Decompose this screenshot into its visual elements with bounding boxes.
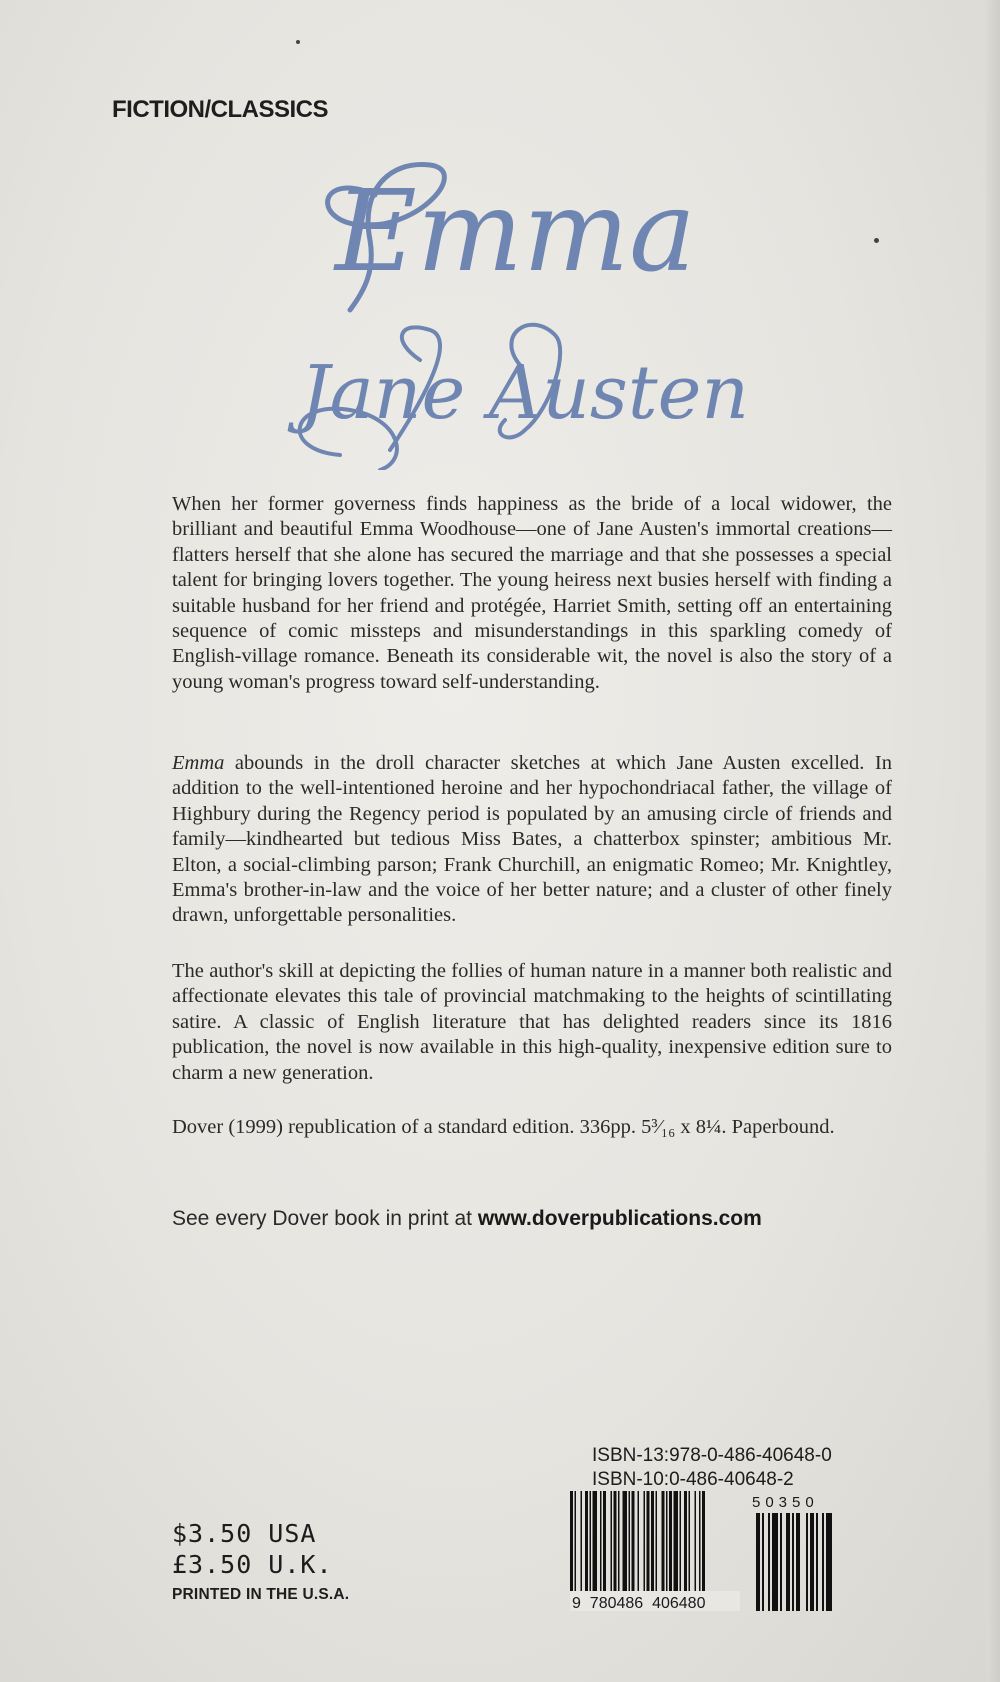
barcode-digits: 9 780486 406480	[572, 1595, 706, 1611]
barcode-bar	[647, 1491, 650, 1603]
barcode-addon-bars	[756, 1513, 832, 1611]
barcode-bar	[611, 1491, 613, 1603]
price-uk: £3.50 U.K.	[172, 1550, 333, 1579]
barcode-bar	[623, 1491, 628, 1603]
barcode-addon-bar	[786, 1513, 790, 1611]
barcode-addon-bar	[772, 1513, 778, 1611]
category-label: FICTION/CLASSICS	[112, 96, 329, 123]
barcode-bar	[570, 1491, 573, 1603]
barcode-addon-bar	[768, 1513, 770, 1611]
isbn-block	[592, 1444, 832, 1492]
description-paragraph-3: The author's skill at depicting the follies of human nature in a manner both realistic and affectionate elevates this tale of provincial matchmaking to the heights of scintillating satire. A classic of English literature that has delighted readers since its 1816 publication, the novel is now available in this high-quality, inexpensive edition sure to charm a new generation.	[172, 960, 892, 1084]
barcode-bar	[680, 1491, 682, 1603]
website-url: www.doverpublications.com	[477, 1207, 762, 1230]
barcode-bar	[603, 1491, 606, 1603]
barcode-bar	[590, 1491, 592, 1603]
italic-title: Emma	[172, 752, 225, 774]
barcode	[570, 1491, 892, 1611]
barcode-addon-bar	[762, 1513, 764, 1611]
barcode-main-bars	[570, 1491, 705, 1603]
edition-note: Dover (1999) republication of a standard edition. 336pp. 5³⁄₁₆ x 8¼. Paperbound.	[172, 1116, 835, 1138]
barcode-bar	[632, 1491, 635, 1603]
barcode-addon-bar	[796, 1513, 800, 1611]
barcode-addon-bar	[780, 1513, 782, 1611]
barcode-addon-bar	[816, 1513, 818, 1611]
barcode-bar	[575, 1491, 577, 1603]
barcode-bar	[638, 1491, 640, 1603]
barcode-bar	[581, 1491, 583, 1603]
barcode-addon-bar	[806, 1513, 808, 1611]
barcode-bar	[593, 1491, 598, 1603]
barcode-bar	[618, 1491, 620, 1603]
book-title: Emma	[335, 167, 696, 297]
price-block	[172, 1518, 333, 1580]
book-author: Jane Austen	[300, 350, 750, 436]
website-line	[172, 1207, 762, 1231]
barcode-bar	[699, 1491, 701, 1603]
cover-edge	[986, 0, 1000, 1682]
barcode-bar	[669, 1491, 672, 1603]
description-paragraph-2	[172, 751, 892, 929]
barcode-addon-bar	[756, 1513, 760, 1611]
barcode-addon-digits: 50350	[752, 1494, 819, 1511]
barcode-addon-bar	[810, 1513, 814, 1611]
barcode-bar	[644, 1491, 646, 1603]
barcode-bar	[585, 1491, 588, 1603]
speck	[874, 238, 879, 243]
isbn-10: ISBN-10:0-486-40648-2	[592, 1469, 794, 1490]
barcode-addon-bar	[826, 1513, 832, 1611]
isbn-13: ISBN-13:978-0-486-40648-0	[592, 1445, 832, 1466]
barcode-bar	[651, 1491, 654, 1603]
speck	[296, 40, 300, 44]
barcode-bar	[614, 1491, 617, 1603]
barcode-bar	[629, 1491, 631, 1603]
paragraph-2-text: abounds in the droll character sketches at which Jane Austen excelled. In addition to the well-intentioned heroine and her hypochondriacal father, the village of Highbury during the Regency period is populated by an amusing circle of friends and family—kindhearted but tedious Miss Bates, a chatterbox spinster; ambitious Mr. Elton, a social-climbing parson; Frank Churchill, an enigmatic Romeo; Mr. Knightley, Emma's brother-in-law and the voice of her better nature; and a cluster of other finely drawn, unforgettable personalities.	[172, 752, 892, 927]
barcode-bar	[674, 1491, 679, 1603]
barcode-bar	[666, 1491, 668, 1603]
barcode-addon-bar	[822, 1513, 824, 1611]
barcode-bar	[600, 1491, 602, 1603]
website-prefix: See every Dover book in print at	[172, 1207, 478, 1230]
barcode-bar	[702, 1491, 705, 1603]
price-usa: $3.50 USA	[172, 1519, 317, 1548]
barcode-bar	[695, 1491, 697, 1603]
description-paragraph-1: When her former governess finds happiness as the bride of a local widower, the brilliant and beautiful Emma Woodhouse—one of Jane Austen's immortal creations—flatters herself that she alone has secured the marriage and that she possesses a special talent for bringing lovers together. The young heiress next busies herself with finding a suitable husband for her friend and protégée, Harriet Smith, setting off an entertaining sequence of comic missteps and misunderstandings in this sparkling comedy of English-village romance. Beneath its considerable wit, the novel is also the story of a young woman's progress toward self-understanding.	[172, 493, 892, 693]
barcode-bar	[689, 1491, 691, 1603]
barcode-addon-bar	[792, 1513, 794, 1611]
printed-in-label: PRINTED IN THE U.S.A.	[172, 1586, 350, 1603]
barcode-bar	[684, 1491, 687, 1603]
barcode-bar	[662, 1491, 665, 1603]
barcode-bar	[656, 1491, 658, 1603]
title-script	[280, 150, 750, 470]
